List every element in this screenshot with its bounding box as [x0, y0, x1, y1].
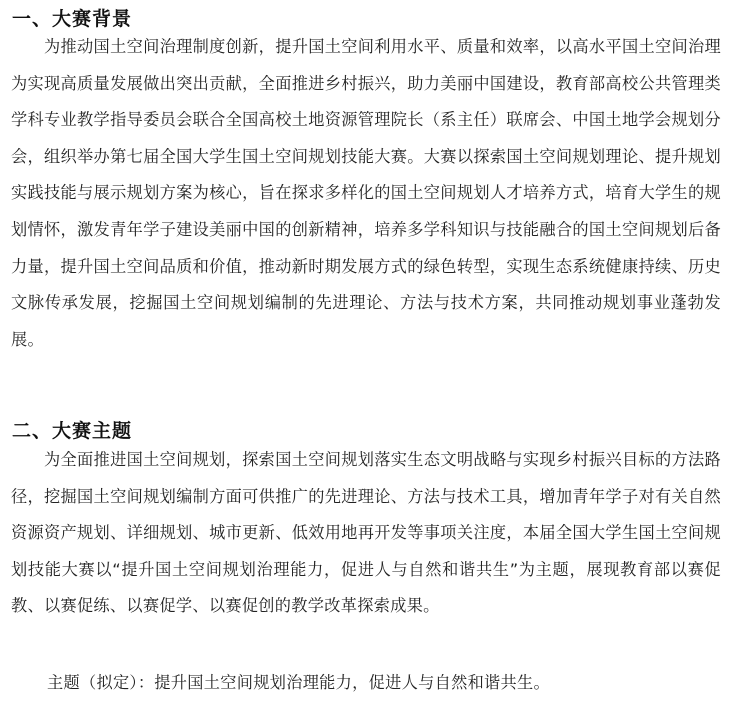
theme-statement: 主题（拟定）：提升国土空间规划治理能力，促进人与自然和谐共生。: [47, 673, 551, 692]
theme-paragraph-text: 为全面推进国土空间规划，探索国土空间规划落实生态文明战略与实现乡村振兴目标的方法路径，挖掘国土空间规划编制方面可供推广的先进理论、方法与技术工具，增加青年学子对有关自然资源资产规划、详细规划、城市更新、低效用地再开发等事项关注度，本届全国大学生国土空间规划技能大赛以“提升国土空间规划治理能力，促进人与自然和谐共生”为主题，展现教育部以赛促教、以赛促练、以赛促学、以赛促创的教学改革探索成果。: [11, 450, 721, 616]
section-heading-theme: 二、大赛主题: [12, 420, 133, 442]
section-heading-background: 一、大赛背景: [12, 8, 133, 30]
theme-paragraph: [11, 442, 721, 625]
background-paragraph: [11, 29, 721, 358]
background-paragraph-text: 为推动国土空间治理制度创新，提升国土空间利用水平、质量和效率，以高水平国土空间治理为实现高质量发展做出突出贡献，全面推进乡村振兴，助力美丽中国建设，教育部高校公共管理类学科专业教学指导委员会联合全国高校土地资源管理院长（系主任）联席会、中国土地学会规划分会，组织举办第七届全国大学生国土空间规划技能大赛。大赛以探索国土空间规划理论、提升规划实践技能与展示规划方案为核心，旨在探求多样化的国土空间规划人才培养方式，培育大学生的规划情怀，激发青年学子建设美丽中国的创新精神，培养多学科知识与技能融合的国土空间规划后备力量，提升国土空间品质和价值，推动新时期发展方式的绿色转型，实现生态系统健康持续、历史文脉传承发展，挖掘国土空间规划编制的先进理论、方法与技术方案，共同推动规划事业蓬勃发展。: [11, 37, 721, 349]
